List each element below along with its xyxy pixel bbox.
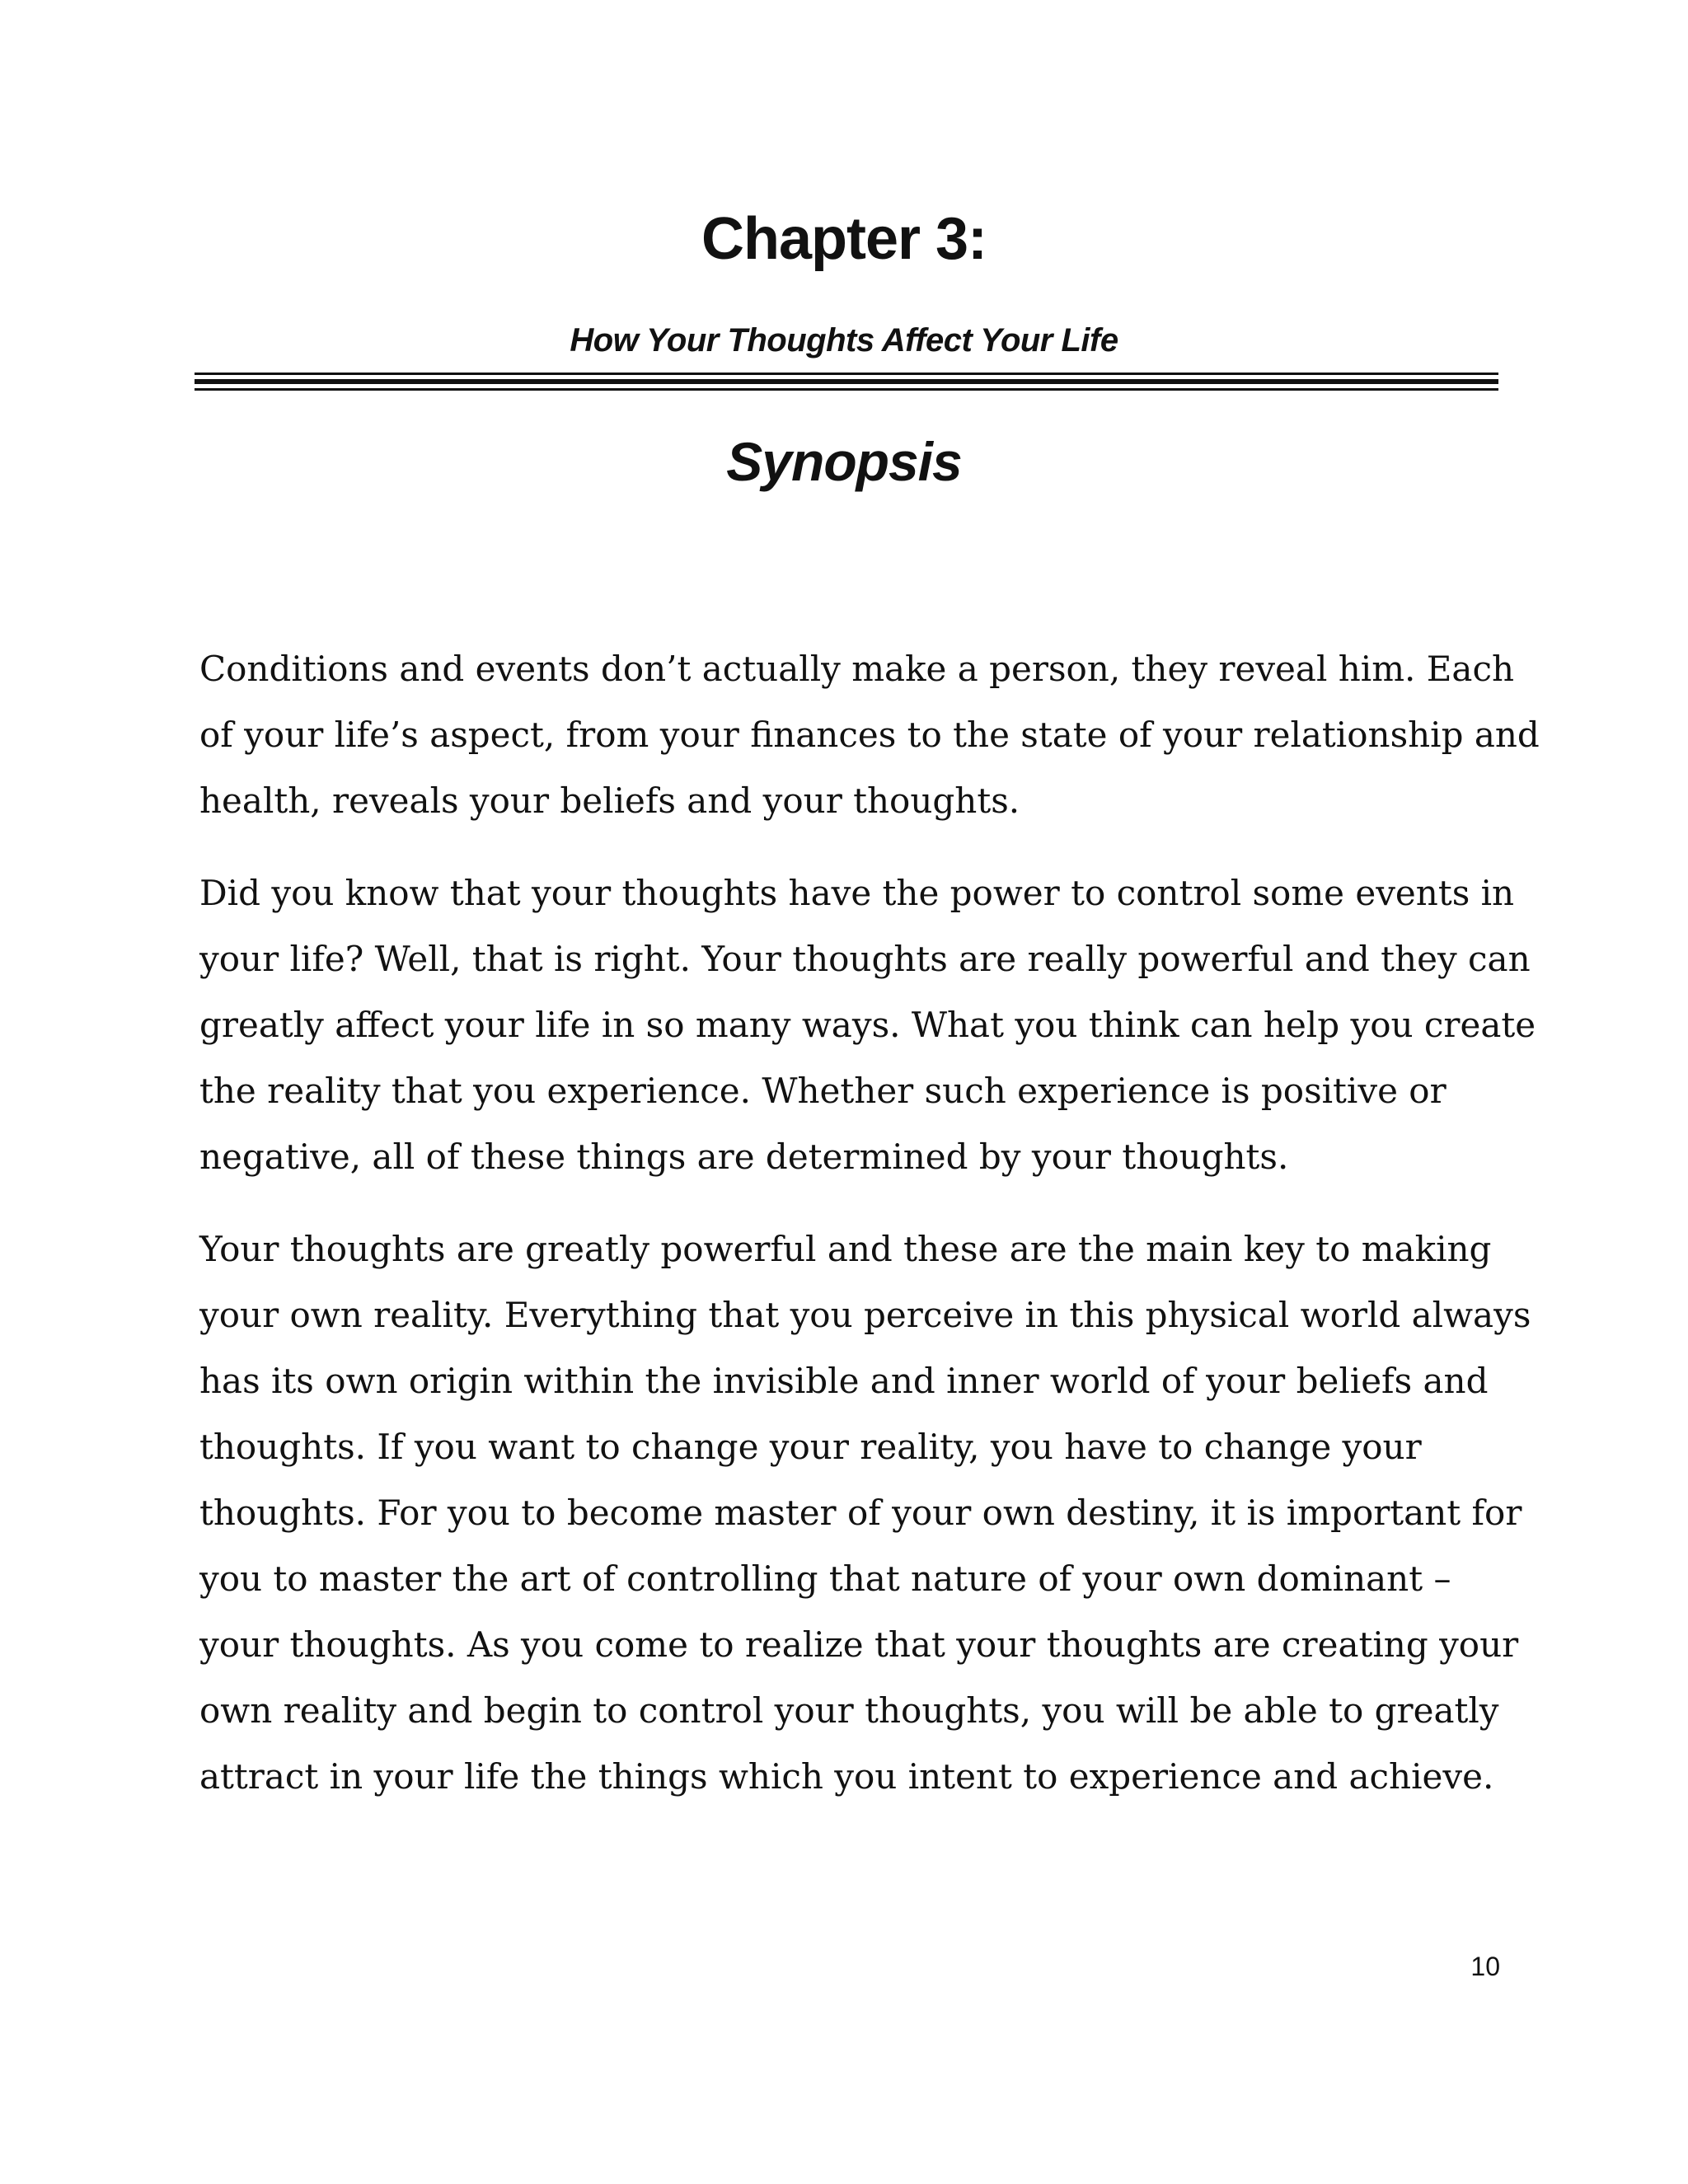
page-number: 10 (1470, 1952, 1500, 1981)
text-line: your thoughts. As you come to realize that your thoughts are creating your (199, 1624, 1519, 1665)
paragraph-3 (199, 1216, 1531, 1810)
text-line: thoughts. If you want to change your reality, you have to change your (199, 1427, 1422, 1467)
text-line: negative, all of these things are determined by your thoughts. (199, 1137, 1289, 1177)
text-line: your life? Well, that is right. Your thoughts are really powerful and they can (199, 939, 1531, 979)
chapter-subtitle: How Your Thoughts Affect Your Life (570, 322, 1118, 359)
text-line: you to master the art of controlling that nature of your own dominant – (199, 1558, 1451, 1599)
text-line: Did you know that your thoughts have the power to control some events in (199, 873, 1515, 913)
text-line: thoughts. For you to become master of your own destiny, it is important for (199, 1493, 1522, 1533)
paragraph-1 (199, 636, 1540, 834)
title-rule-bottom (195, 388, 1498, 391)
chapter-title: Chapter 3: (701, 206, 987, 272)
text-line: Your thoughts are greatly powerful and these are the main key to making (199, 1229, 1492, 1269)
text-line: own reality and begin to control your thoughts, you will be able to greatly (199, 1690, 1499, 1731)
paragraph-2 (199, 860, 1536, 1190)
text-line: the reality that you experience. Whether such experience is positive or (199, 1071, 1447, 1111)
body-text (199, 636, 1540, 1836)
text-line: your own reality. Everything that you perceive in this physical world always (199, 1295, 1531, 1335)
title-rule-top (195, 373, 1498, 375)
text-line: has its own origin within the invisible and inner world of your beliefs and (199, 1361, 1489, 1401)
text-line: greatly affect your life in so many ways. What you think can help you create (199, 1005, 1536, 1045)
section-heading: Synopsis (726, 431, 962, 492)
text-line: Conditions and events don’t actually make a person, they reveal him. Each (199, 649, 1515, 689)
text-line: attract in your life the things which you intent to experience and achieve. (199, 1756, 1494, 1797)
text-line: of your life’s aspect, from your finances to the state of your relationship and (199, 715, 1540, 755)
text-line: health, reveals your beliefs and your thoughts. (199, 780, 1020, 821)
title-rule-middle (195, 379, 1498, 384)
